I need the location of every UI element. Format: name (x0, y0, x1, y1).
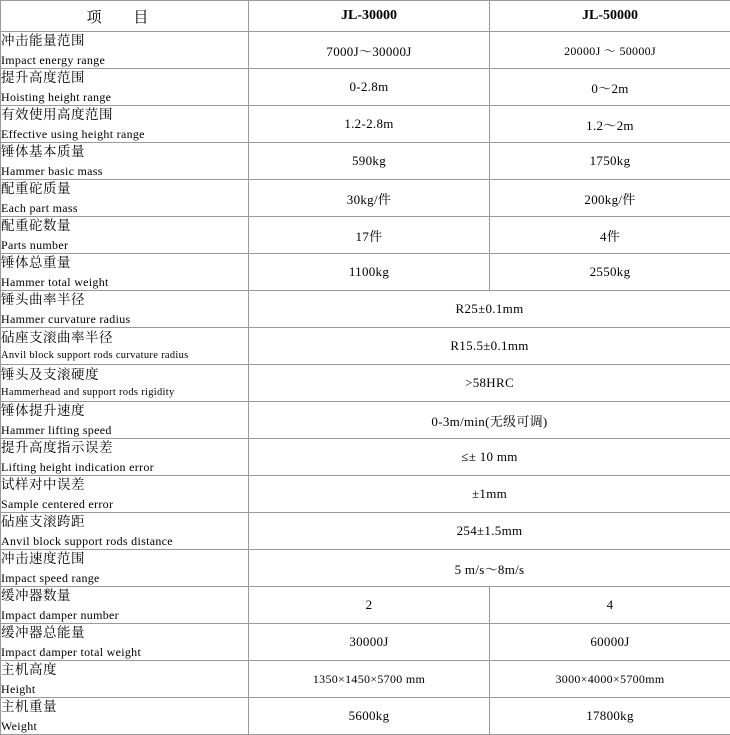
row-value-model-a: 1100kg (249, 254, 490, 291)
row-value-merged: 5 m/s～8m/s (249, 550, 730, 587)
row-item-cell (1, 365, 249, 402)
row-item-label-en: Hammerhead and support rods rigidity (1, 386, 248, 400)
row-item-cell (1, 69, 249, 106)
row-item-label-en: Weight (1, 718, 248, 734)
row-item-cell (1, 106, 249, 143)
table-row (1, 476, 730, 513)
row-item-cell (1, 587, 249, 624)
table-row (1, 439, 730, 476)
table-row (1, 402, 730, 439)
row-item-cell (1, 143, 249, 180)
row-item-label-cn: 配重砣数量 (1, 217, 248, 235)
header-item-column (1, 1, 249, 32)
row-item-label-cn: 锤体总重量 (1, 254, 248, 272)
row-value-model-b: 4件 (490, 217, 730, 254)
table-row (1, 217, 730, 254)
row-value-model-a: 17件 (249, 217, 490, 254)
row-item-label-en: Hammer curvature radius (1, 311, 248, 327)
row-item-label-cn: 有效使用高度范围 (1, 106, 248, 124)
row-item-label-cn: 锤头曲率半径 (1, 291, 248, 309)
row-item-label-en: Lifting height indication error (1, 459, 248, 475)
row-item-label-cn: 主机重量 (1, 698, 248, 716)
row-value-model-b: 3000×4000×5700mm (490, 661, 730, 698)
table-row (1, 180, 730, 217)
header-model-b: JL-50000 (490, 1, 730, 32)
table-row (1, 291, 730, 328)
row-value-model-a: 5600kg (249, 698, 490, 735)
row-item-label-cn: 砧座支滚跨距 (1, 513, 248, 531)
row-value-model-a: 590kg (249, 143, 490, 180)
row-item-label-en: Hoisting height range (1, 89, 248, 105)
row-value-model-b: 1750kg (490, 143, 730, 180)
table-row (1, 365, 730, 402)
row-item-cell (1, 439, 249, 476)
row-item-cell (1, 476, 249, 513)
table-row (1, 661, 730, 698)
row-value-model-a: 1350×1450×5700 mm (249, 661, 490, 698)
row-item-cell (1, 180, 249, 217)
row-item-label-cn: 缓冲器数量 (1, 587, 248, 605)
row-item-label-en: Hammer basic mass (1, 163, 248, 179)
table-header-row (1, 1, 730, 32)
row-item-label-cn: 锤体提升速度 (1, 402, 248, 420)
table-row (1, 624, 730, 661)
row-item-label-cn: 主机高度 (1, 661, 248, 679)
row-item-label-en: Anvil block support rods distance (1, 533, 248, 549)
table-row (1, 254, 730, 291)
row-item-label-en: Hammer lifting speed (1, 422, 248, 438)
table-row (1, 550, 730, 587)
table-row (1, 328, 730, 365)
row-item-label-en: Each part mass (1, 200, 248, 216)
row-value-model-b: 4 (490, 587, 730, 624)
row-value-merged: 0-3m/min(无级可调) (249, 402, 730, 439)
row-item-label-cn: 提升高度范围 (1, 69, 248, 87)
row-item-label-cn: 提升高度指示误差 (1, 439, 248, 457)
row-value-model-a: 7000J～30000J (249, 32, 490, 69)
row-item-label-cn: 砧座支滚曲率半径 (1, 329, 248, 347)
row-item-cell (1, 217, 249, 254)
row-value-merged: R25±0.1mm (249, 291, 730, 328)
row-value-model-a: 0-2.8m (249, 69, 490, 106)
row-item-cell (1, 291, 249, 328)
table-row (1, 587, 730, 624)
row-item-label-cn: 锤体基本质量 (1, 143, 248, 161)
row-value-model-b: 60000J (490, 624, 730, 661)
row-item-label-en: Anvil block support rods curvature radius (1, 349, 248, 363)
table-body (1, 32, 730, 735)
row-value-model-b: 20000J ～ 50000J (490, 32, 730, 69)
header-model-a: JL-30000 (249, 1, 490, 32)
row-item-label-cn: 配重砣质量 (1, 180, 248, 198)
row-item-label-en: Parts number (1, 237, 248, 253)
row-item-label-cn: 试样对中误差 (1, 476, 248, 494)
row-value-model-a: 2 (249, 587, 490, 624)
table-row (1, 69, 730, 106)
row-value-merged: >58HRC (249, 365, 730, 402)
row-item-label-cn: 锤头及支滚硬度 (1, 366, 248, 384)
row-item-cell (1, 513, 249, 550)
row-item-label-en: Sample centered error (1, 496, 248, 512)
row-item-label-en: Impact speed range (1, 570, 248, 586)
row-item-cell (1, 328, 249, 365)
row-value-model-b: 200kg/件 (490, 180, 730, 217)
header-item-label: 项 目 (87, 6, 163, 27)
row-value-merged: ±1mm (249, 476, 730, 513)
row-item-cell (1, 402, 249, 439)
row-item-cell (1, 698, 249, 735)
row-item-cell (1, 550, 249, 587)
row-value-merged: 254±1.5mm (249, 513, 730, 550)
row-value-merged: ≤± 10 mm (249, 439, 730, 476)
row-item-cell (1, 32, 249, 69)
table-row (1, 513, 730, 550)
row-item-cell (1, 624, 249, 661)
row-value-model-b: 17800kg (490, 698, 730, 735)
row-item-cell (1, 254, 249, 291)
row-value-model-a: 1.2-2.8m (249, 106, 490, 143)
table-row (1, 106, 730, 143)
row-value-model-b: 2550kg (490, 254, 730, 291)
row-item-label-en: Impact energy range (1, 52, 248, 68)
row-item-label-en: Impact damper total weight (1, 644, 248, 660)
table-row (1, 32, 730, 69)
row-value-merged: R15.5±0.1mm (249, 328, 730, 365)
row-item-label-en: Effective using height range (1, 126, 248, 142)
row-value-model-b: 0～2m (490, 69, 730, 106)
row-item-label-en: Impact damper number (1, 607, 248, 623)
row-value-model-a: 30kg/件 (249, 180, 490, 217)
row-item-label-en: Hammer total weight (1, 274, 248, 290)
table-row (1, 698, 730, 735)
row-item-label-cn: 冲击速度范围 (1, 550, 248, 568)
row-item-label-en: Height (1, 681, 248, 697)
row-item-label-cn: 冲击能量范围 (1, 32, 248, 50)
row-value-model-a: 30000J (249, 624, 490, 661)
row-item-cell (1, 661, 249, 698)
table-row (1, 143, 730, 180)
row-value-model-b: 1.2～2m (490, 106, 730, 143)
row-item-label-cn: 缓冲器总能量 (1, 624, 248, 642)
